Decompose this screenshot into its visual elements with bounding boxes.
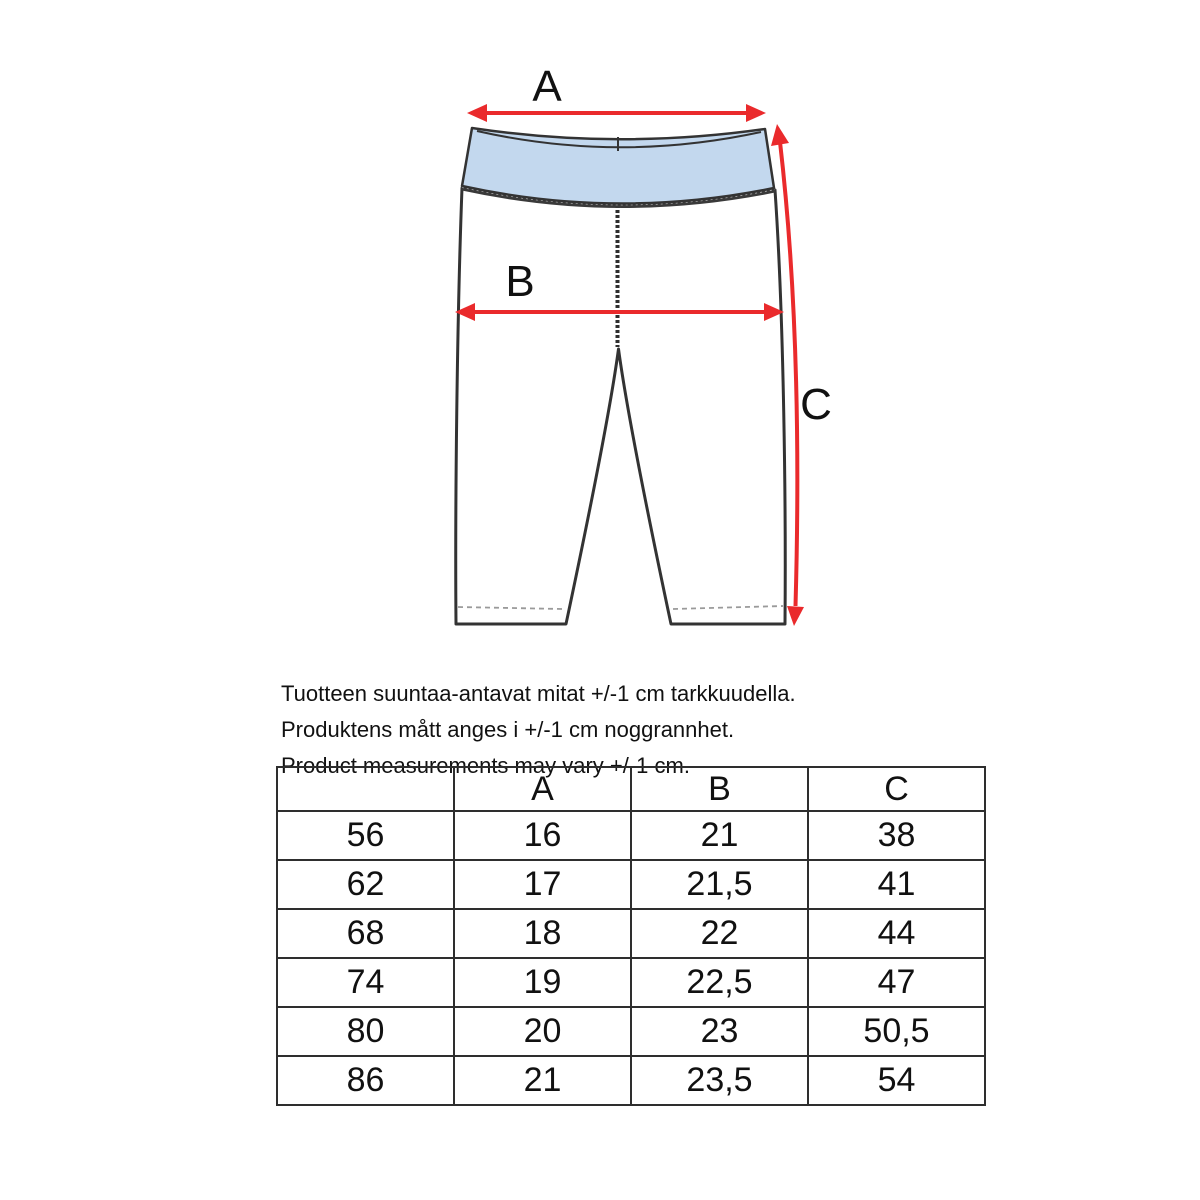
table-row: [277, 909, 985, 958]
table-cell: 54: [808, 1056, 985, 1105]
measure-arrow-c-head-bottom: [787, 606, 804, 626]
table-cell: 16: [454, 811, 631, 860]
measure-arrow-a-head-right: [746, 104, 766, 122]
measure-label-c: C: [800, 380, 832, 429]
table-cell: 19: [454, 958, 631, 1007]
size-table-body: [277, 811, 985, 1105]
table-cell: 80: [277, 1007, 454, 1056]
size-table: [276, 766, 986, 1106]
table-cell: 86: [277, 1056, 454, 1105]
table-cell: 23: [631, 1007, 808, 1056]
table-cell: 18: [454, 909, 631, 958]
table-cell: 68: [277, 909, 454, 958]
table-cell: 50,5: [808, 1007, 985, 1056]
measure-label-a: A: [532, 62, 562, 111]
pants-body: [456, 188, 785, 624]
table-cell: 22,5: [631, 958, 808, 1007]
size-table-header-cell: [277, 767, 454, 811]
table-cell: 20: [454, 1007, 631, 1056]
table-row: [277, 958, 985, 1007]
table-cell: 56: [277, 811, 454, 860]
table-cell: 74: [277, 958, 454, 1007]
table-cell: 44: [808, 909, 985, 958]
table-row: [277, 1056, 985, 1105]
measure-arrow-a-head-left: [467, 104, 487, 122]
table-cell: 62: [277, 860, 454, 909]
size-table-header-row: [277, 767, 985, 811]
table-cell: 38: [808, 811, 985, 860]
table-row: [277, 1007, 985, 1056]
table-cell: 22: [631, 909, 808, 958]
table-row: [277, 811, 985, 860]
table-cell: 47: [808, 958, 985, 1007]
size-table-header-cell: C: [808, 767, 985, 811]
table-cell: 41: [808, 860, 985, 909]
measure-arrow-c-head-top: [771, 124, 789, 146]
size-table-header-cell: B: [631, 767, 808, 811]
note-finnish: Tuotteen suuntaa-antavat mitat +/-1 cm tarkkuudella.: [281, 681, 796, 706]
table-cell: 21,5: [631, 860, 808, 909]
table-cell: 17: [454, 860, 631, 909]
table-cell: 21: [631, 811, 808, 860]
note-english: Product measurements may vary +/-1 cm.: [281, 753, 690, 778]
table-cell: 21: [454, 1056, 631, 1105]
note-swedish: Produktens mått anges i +/-1 cm noggrannhet.: [281, 717, 735, 742]
table-row: [277, 860, 985, 909]
table-cell: 23,5: [631, 1056, 808, 1105]
measure-label-b: B: [505, 257, 535, 306]
size-table-header-cell: A: [454, 767, 631, 811]
